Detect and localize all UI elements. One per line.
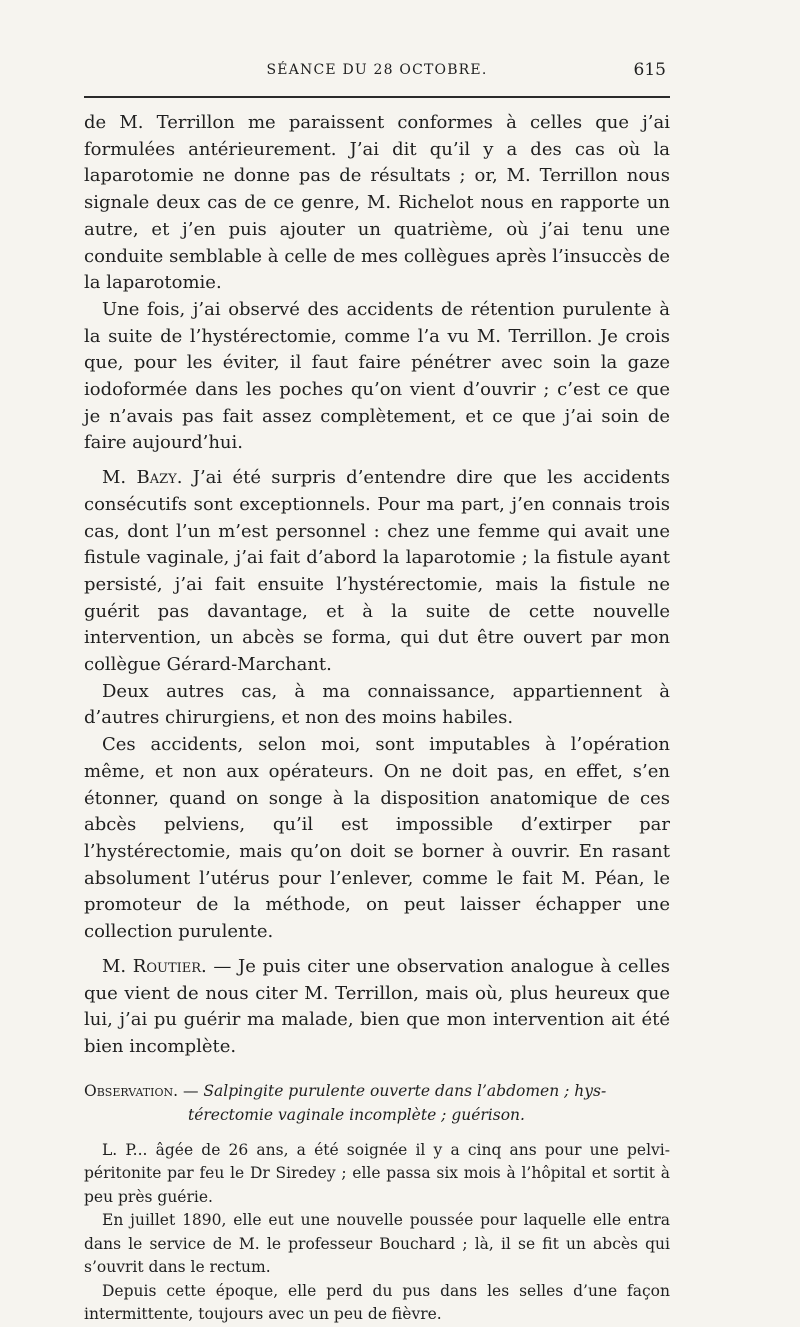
observation-label: Observation. <box>84 1081 179 1100</box>
running-title: SÉANCE DU 28 OCTOBRE. <box>266 62 488 78</box>
case-history-3: Depuis cette époque, elle perd du pus dans les selles d’une façon intermittente, toujours avec un peu de fièvre. <box>84 1281 670 1324</box>
case-history-1: L. P... âgée de 26 ans, a été soignée il y a cinq ans pour une pelvi-péritonite par feu le Dr Siredey ; elle passa six mois à l’hôpital et sortit à peu près guérie. <box>84 1140 670 1206</box>
speaker-routier: M. Routier. <box>102 955 207 977</box>
page-number: 615 <box>633 60 666 80</box>
routier-text: — Je puis citer une observation analogue à celles que vient de nous citer M. Terrillon, mais où, plus heureux que lui, j’ai pu guérir ma malade, bien que mon intervention ait été bien incomplète. <box>84 955 670 1057</box>
bazy-text: J’ai été surpris d’entendre dire que les accidents consécutifs sont exceptionnels. Pour ma part, j’en connais trois cas, dont l’un m’est personnel : chez une femme qui avait une fistule vaginale, j’ai fait d’abord la laparotomie ; la fistule ayant persisté, j’ai fait ensuite l’hystérectomie, mais la fistule ne guérit pas davantage, et à la suite de cette nouvelle intervention, un abcès se forma, qui dut être ouvert par mon collègue Gérard-Marchant. <box>84 467 670 676</box>
header-rule <box>84 96 670 98</box>
paragraph-bazy <box>84 465 670 679</box>
page-header <box>84 60 670 90</box>
case-history-2: En juillet 1890, elle eut une nouvelle poussée pour laquelle elle entra dans le service de M. le professeur Bouchard ; là, il se fit un abcès qui s’ouvrit dans le rectum. <box>84 1211 670 1277</box>
observation-title-line2: térectomie vaginale incomplète ; guérison. <box>188 1105 525 1124</box>
paragraph-accidents: Ces accidents, selon moi, sont imputables à l’opération même, et non aux opérateurs. On ne doit pas, en effet, s’en étonner, quand on songe à la disposition anatomique de ces abcès pelviens, qu’il est impossible d’extirper par l’hystérectomie, mais qu’on doit se borner à ouvrir. En rasant absolument l’utérus pour l’enlever, comme le fait M. Péan, le promoteur de la méthode, on peut laisser échapper une collection purulente. <box>84 734 670 943</box>
observation-heading <box>84 1079 670 1127</box>
paragraph-routier <box>84 954 670 1061</box>
speaker-bazy: M. Bazy. <box>102 467 183 489</box>
paragraph-continuation: de M. Terrillon me paraissent conformes à celles que j’ai formulées antérieurement. J’ai dit qu’il y a des cas où la laparotomie ne donne pas de résultats ; or, M. Terrillon nous signale deux cas de ce genre, M. Richelot nous en rapporte un autre, et j’en puis ajouter un quatrième, où j’ai tenu une conduite semblable à celle de mes collègues après l’insuccès de la laparotomie. <box>84 112 670 294</box>
observation-title-line1: Salpingite purulente ouverte dans l’abdomen ; hys- <box>203 1081 607 1100</box>
paragraph-retention: Une fois, j’ai observé des accidents de rétention purulente à la suite de l’hystérectomie, comme l’a vu M. Terrillon. Je crois que, pour les éviter, il faut faire pénétrer avec soin la gaze iodoformée dans les poches qu’on vient d’ouvrir ; c’est ce que je n’avais pas fait assez complètement, et ce que j’ai soin de faire aujourd’hui. <box>84 298 670 454</box>
page-body <box>84 110 670 1327</box>
observation-dash: — <box>178 1081 204 1100</box>
paragraph-other-cases: Deux autres cas, à ma connaissance, appartiennent à d’autres chirurgiens, et non des moins habiles. <box>84 680 670 729</box>
